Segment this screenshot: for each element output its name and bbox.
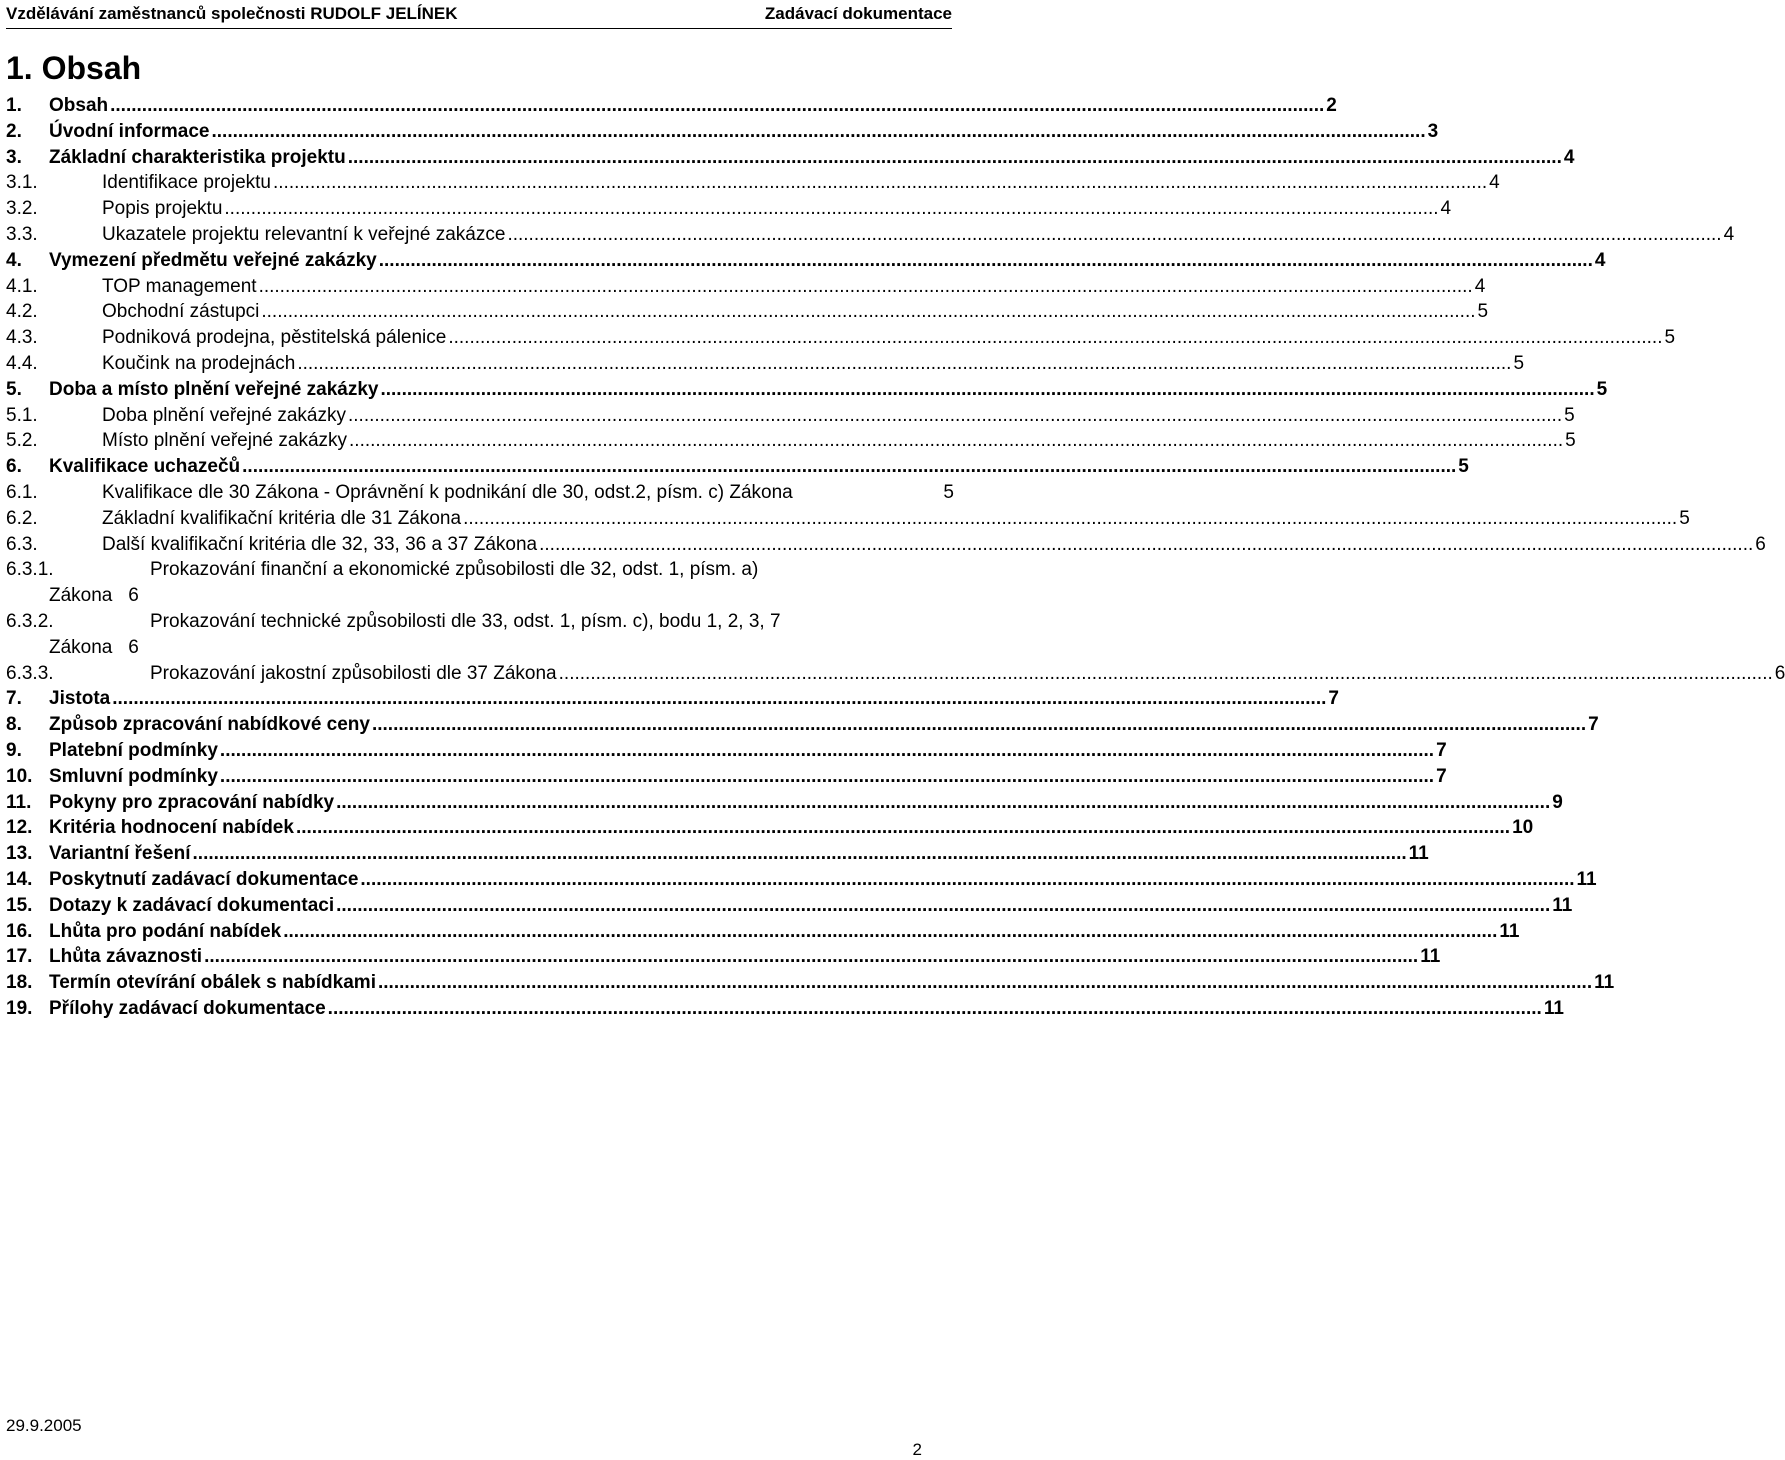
toc-entry-title: Prokazování finanční a ekonomické způsobilosti dle 32, odst. 1, písm. a): [150, 559, 759, 581]
toc-entry-page: 5: [1664, 327, 1676, 349]
toc-entry-page: 5: [1513, 352, 1525, 374]
toc-leader-dots: [348, 405, 1562, 427]
toc-entry-title: Dotazy k zadávací dokumentaci: [49, 894, 335, 916]
toc-entry-continuation-text: Zákona 6: [49, 585, 139, 607]
toc-entry-number: 6.1.: [6, 481, 38, 503]
toc-entry-page: 11: [1552, 894, 1573, 916]
toc-entry-title: Termín otevírání obálek s nabídkami: [49, 972, 376, 994]
toc-entry-number: 4.3.: [6, 327, 38, 349]
toc-entry[interactable]: [6, 894, 1573, 921]
toc-entry-number: 6.3.2.: [6, 610, 54, 632]
footer-page-number: 2: [912, 1440, 922, 1459]
toc-entry-page: 5: [1564, 404, 1575, 426]
toc-entry-title: Základní kvalifikační kritéria dle 31 Zákona: [102, 507, 462, 529]
toc-entry-page: 7: [1588, 714, 1599, 736]
toc-entry-page: 7: [1436, 739, 1447, 761]
toc-entry-page: 4: [1489, 172, 1500, 194]
toc-entry-title: Prokazování technické způsobilosti dle 33, odst. 1, písm. c), bodu 1, 2, 3, 7: [150, 610, 781, 632]
toc-entry[interactable]: [6, 275, 1486, 302]
toc-entry-page: 7: [1328, 688, 1339, 710]
toc-entry-page: 5: [1477, 301, 1489, 323]
toc-leader-dots: [349, 430, 1563, 452]
toc-entry-title: Podniková prodejna, pěstitelská pálenice: [102, 327, 447, 349]
toc-entry-page: 4: [1474, 275, 1486, 297]
toc-entry-title: Obchodní zástupci: [102, 301, 260, 323]
toc-entry-number: 6.: [6, 456, 22, 478]
toc-entry-number: 7.: [6, 688, 22, 710]
toc-entry-title: Koučink na prodejnách: [102, 352, 296, 374]
toc-entry[interactable]: [6, 843, 1429, 869]
toc-entry[interactable]: [6, 482, 954, 508]
toc-entry[interactable]: [6, 352, 1525, 379]
toc-entry-number: 3.3.: [6, 223, 38, 245]
toc-entry-title: Doba a místo plnění veřejné zakázky: [49, 378, 379, 400]
toc-entry-page: 6: [1755, 533, 1766, 555]
toc-entry[interactable]: [6, 95, 1337, 121]
toc-entry-title: Úvodní informace: [49, 120, 210, 142]
toc-entry-number: 16.: [6, 920, 33, 942]
toc-leader-dots: [110, 95, 1324, 117]
toc-entry[interactable]: [6, 146, 1575, 173]
toc-entry[interactable]: [6, 920, 1520, 947]
toc-entry-page: 5: [1458, 456, 1469, 478]
toc-entry-page: 4: [1594, 249, 1606, 271]
toc-entry[interactable]: [6, 868, 1597, 895]
toc-leader-dots: [559, 663, 1773, 685]
toc-entry-page: 4: [1440, 198, 1452, 220]
toc-entry-title: Prokazování jakostní způsobilosti dle 37 Zákona: [150, 662, 557, 684]
toc-entry-page: 7: [1436, 765, 1447, 787]
page-header: [6, 4, 952, 29]
toc-entry-number: 4.: [6, 249, 22, 271]
toc-entry-title: Lhůta pro podání nabídek: [49, 920, 282, 942]
toc-entry[interactable]: [6, 223, 1735, 250]
toc-entry-title: Obsah: [49, 95, 109, 116]
toc-entry-title: TOP management: [102, 275, 257, 297]
toc-entry[interactable]: [6, 611, 954, 637]
toc-leader-dots: [193, 843, 1407, 865]
page-title: 1. Obsah: [6, 50, 142, 86]
toc-entry[interactable]: [6, 327, 1676, 353]
toc-entry-page: 6: [1774, 662, 1785, 684]
toc-leader-dots: [261, 301, 1475, 323]
toc-leader-dots: [297, 353, 1511, 375]
toc-leader-dots: [283, 921, 1497, 943]
toc-entry-page: 5: [1565, 430, 1576, 452]
toc-entry[interactable]: [6, 559, 954, 585]
toc-entry-page: 4: [1723, 223, 1735, 245]
toc-entry[interactable]: [6, 997, 1564, 1024]
toc-entry-title: Způsob zpracování nabídkové ceny: [49, 714, 370, 736]
toc-leader-dots: [463, 508, 1677, 530]
toc-entry[interactable]: [6, 739, 1447, 766]
toc-leader-dots: [112, 688, 1326, 710]
toc-leader-dots: [220, 740, 1434, 762]
toc-entry[interactable]: [6, 456, 1469, 482]
toc-entry-number: 3.2.: [6, 198, 38, 220]
toc-entry-title: Doba plnění veřejné zakázky: [102, 404, 346, 426]
toc-entry-number: 6.3.: [6, 533, 38, 555]
toc-entry-number: 5.2.: [6, 430, 38, 452]
toc-entry[interactable]: [6, 972, 1615, 998]
toc-leader-dots: [360, 869, 1574, 891]
toc-entry-number: 4.4.: [6, 352, 38, 374]
toc-entry-number: 10.: [6, 765, 33, 787]
toc-entry-continuation: [6, 637, 954, 663]
toc-leader-dots: [507, 224, 1721, 246]
toc-entry-title: Přílohy zadávací dokumentace: [49, 997, 326, 1019]
toc-entry[interactable]: [6, 430, 1576, 456]
toc-leader-dots: [220, 766, 1434, 788]
toc-entry[interactable]: [6, 249, 1606, 276]
toc-entry-number: 4.1.: [6, 275, 38, 297]
toc-entry-page: 5: [1596, 378, 1608, 400]
toc-entry-title: Smluvní podmínky: [49, 765, 218, 787]
toc-entry[interactable]: [6, 714, 1599, 740]
toc-entry-title: Kvalifikace dle 30 Zákona - Oprávnění k podnikání dle 30, odst.2, písm. c) Zákona: [102, 481, 793, 503]
toc-entry-page: 5: [1679, 507, 1690, 529]
toc-entry-number: 15.: [6, 894, 33, 916]
toc-leader-dots: [380, 379, 1594, 401]
toc-entry-continuation: [6, 585, 954, 611]
toc-entry[interactable]: [6, 688, 1339, 714]
toc-entry-page: 11: [1594, 972, 1615, 994]
toc-entry-number: 17.: [6, 946, 33, 968]
toc-leader-dots: [273, 172, 1487, 194]
toc-leader-dots: [348, 147, 1562, 169]
toc-entry[interactable]: [6, 172, 1500, 198]
toc-entry-number: 9.: [6, 739, 22, 761]
toc-entry-number: 19.: [6, 997, 33, 1019]
toc-entry-title: Místo plnění veřejné zakázky: [102, 430, 348, 452]
toc-entry[interactable]: [6, 817, 1534, 843]
toc-leader-dots: [336, 895, 1550, 917]
toc-entry-number: 6.3.1.: [6, 559, 54, 581]
toc-entry-title: Kvalifikace uchazečů: [49, 456, 241, 478]
toc-entry-title: Vymezení předmětu veřejné zakázky: [49, 249, 377, 271]
toc-leader-dots: [224, 198, 1438, 220]
toc-entry-title: Kritéria hodnocení nabídek: [49, 817, 294, 839]
toc-entry[interactable]: [6, 120, 1439, 147]
toc-entry-title: Popis projektu: [102, 198, 223, 220]
toc-entry-page: 11: [1499, 920, 1520, 942]
toc-entry-title: Poskytnutí zadávací dokumentace: [49, 868, 359, 890]
toc-entry[interactable]: [6, 301, 1489, 327]
toc-entry[interactable]: [6, 404, 1575, 431]
toc-entry-page: 11: [1408, 843, 1429, 865]
toc-leader-dots: [379, 250, 1593, 272]
toc-entry[interactable]: [6, 507, 1690, 534]
toc-entry-page: 9: [1552, 791, 1563, 813]
toc-entry-title: Pokyny pro zpracování nabídky: [49, 791, 335, 813]
toc-entry-page: 2: [1326, 95, 1337, 116]
toc-entry-number: 2.: [6, 120, 22, 142]
toc-leader-dots: [204, 946, 1418, 968]
toc-leader-dots: [296, 817, 1510, 839]
toc-leader-dots: [336, 792, 1550, 814]
toc-leader-dots: [328, 998, 1542, 1020]
toc-leader-dots: [539, 534, 1753, 556]
toc-leader-dots: [372, 714, 1586, 736]
toc-entry-page: 4: [1563, 146, 1575, 168]
toc-entry[interactable]: [6, 533, 1766, 560]
toc-entry-number: 5.: [6, 378, 22, 400]
toc-entry-number: 12.: [6, 817, 33, 839]
toc-entry[interactable]: [6, 765, 1447, 792]
toc-leader-dots: [259, 276, 1473, 298]
toc-entry-continuation-text: Zákona 6: [49, 636, 139, 658]
toc-entry-number: 18.: [6, 972, 33, 994]
toc-entry[interactable]: [6, 791, 1563, 818]
toc-entry[interactable]: [6, 662, 1785, 689]
toc-entry-title: Jistota: [49, 688, 111, 710]
toc-entry-title: Ukazatele projektu relevantní k veřejné zakázce: [102, 223, 506, 245]
toc-entry-number: 6.3.3.: [6, 662, 54, 684]
toc-entry-number: 11.: [6, 791, 32, 813]
toc-entry-page: 11: [1576, 868, 1597, 890]
toc-entry-number: 3.: [6, 146, 22, 168]
toc-entry[interactable]: [6, 378, 1608, 405]
header-title: Vzdělávání zaměstnanců společnosti RUDOLF JELÍNEK: [6, 4, 458, 23]
toc-leader-dots: [448, 327, 1662, 349]
toc-entry-title: Lhůta závaznosti: [49, 946, 203, 968]
toc-entry[interactable]: [6, 946, 1441, 972]
toc-entry-title: Platební podmínky: [49, 739, 218, 761]
toc-entry-page: 11: [1420, 946, 1441, 968]
toc-entry-page: 11: [1543, 997, 1564, 1019]
toc-entry-title: Variantní řešení: [49, 843, 191, 865]
toc-leader-dots: [211, 121, 1425, 143]
toc-entry-title: Identifikace projektu: [102, 172, 271, 194]
toc-entry-number: 5.1.: [6, 404, 38, 426]
toc-entry-page: 10: [1512, 817, 1534, 839]
toc-entry-title: Základní charakteristika projektu: [49, 146, 346, 168]
toc-entry-page: 3: [1427, 120, 1439, 142]
toc-entry-page: 5: [943, 481, 954, 503]
table-of-contents: [6, 95, 1785, 1024]
toc-entry-number: 8.: [6, 714, 22, 736]
toc-entry-title: Další kvalifikační kritéria dle 32, 33, 36 a 37 Zákona: [102, 533, 538, 555]
toc-entry-number: 3.1.: [6, 172, 38, 194]
toc-entry-number: 13.: [6, 843, 33, 865]
toc-entry[interactable]: [6, 198, 1452, 224]
toc-leader-dots: [378, 972, 1592, 994]
toc-entry-number: 14.: [6, 868, 33, 890]
footer-date: 29.9.2005: [6, 1416, 82, 1435]
toc-leader-dots: [242, 456, 1456, 478]
toc-entry-number: 1.: [6, 95, 22, 116]
toc-entry-number: 6.2.: [6, 507, 38, 529]
toc-entry-number: 4.2.: [6, 301, 38, 323]
header-doc-type: Zadávací dokumentace: [764, 4, 952, 23]
